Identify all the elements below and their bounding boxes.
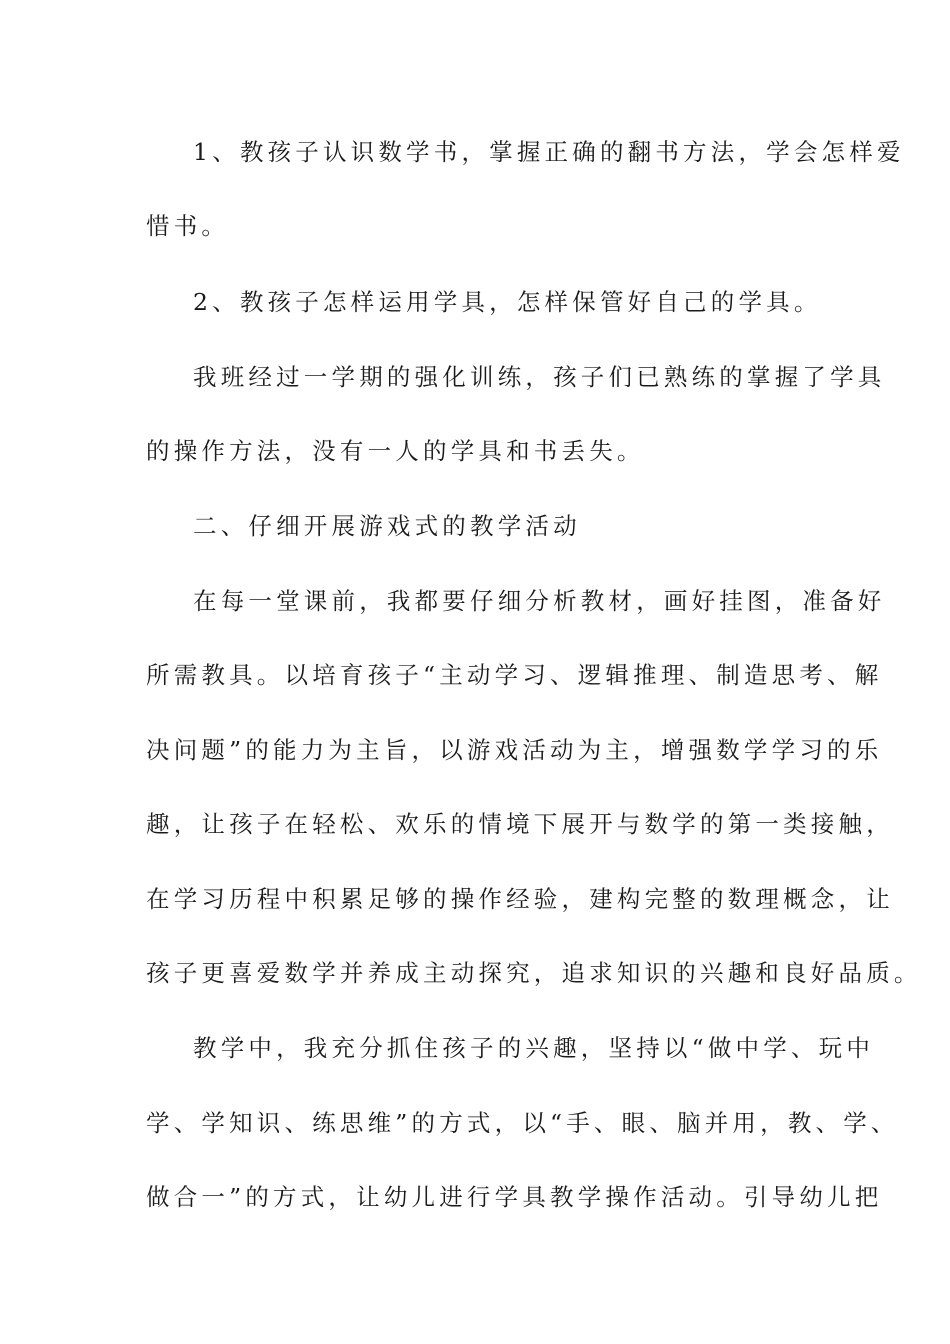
paragraph-4-line-4: 趣，让孩子在轻松、欢乐的情境下展开与数学的第一类接触， — [146, 810, 894, 838]
paragraph-4-line-5: 在学习历程中积累足够的操作经验，建构完整的数理概念，让 — [146, 885, 894, 913]
paragraph-4-line-2: 所需教具。以培育孩子“主动学习、逻辑推理、制造思考、解 — [146, 661, 883, 689]
paragraph-2-line-1: 2、教孩子怎样运用学具，怎样保管好自己的学具。 — [193, 288, 822, 316]
section-heading: 二、仔细开展游戏式的教学活动 — [193, 512, 581, 540]
paragraph-5-line-1: 教学中，我充分抓住孩子的兴趣，坚持以“做中学、玩中 — [193, 1034, 875, 1062]
paragraph-1-line-2: 惜书。 — [146, 212, 230, 240]
paragraph-1-line-1: 1、教孩子认识数学书，掌握正确的翻书方法，学会怎样爱 — [193, 138, 905, 166]
paragraph-4-line-3: 决问题”的能力为主旨，以游戏活动为主，增强数学学习的乐 — [146, 736, 883, 764]
paragraph-4-line-6: 孩子更喜爱数学并养成主动探究，追求知识的兴趣和良好品质。 — [146, 959, 922, 987]
paragraph-4-line-1: 在每一堂课前，我都要仔细分析教材，画好挂图，准备好 — [193, 587, 886, 615]
paragraph-5-line-3: 做合一”的方式，让幼儿进行学具教学操作活动。引导幼儿把 — [146, 1183, 883, 1211]
paragraph-5-line-2: 学、学知识、练思维”的方式，以“手、眼、脑并用，教、学、 — [146, 1109, 899, 1137]
paragraph-3-line-2: 的操作方法，没有一人的学具和书丢失。 — [146, 437, 645, 465]
paragraph-3-line-1: 我班经过一学期的强化训练，孩子们已熟练的掌握了学具 — [193, 363, 886, 391]
